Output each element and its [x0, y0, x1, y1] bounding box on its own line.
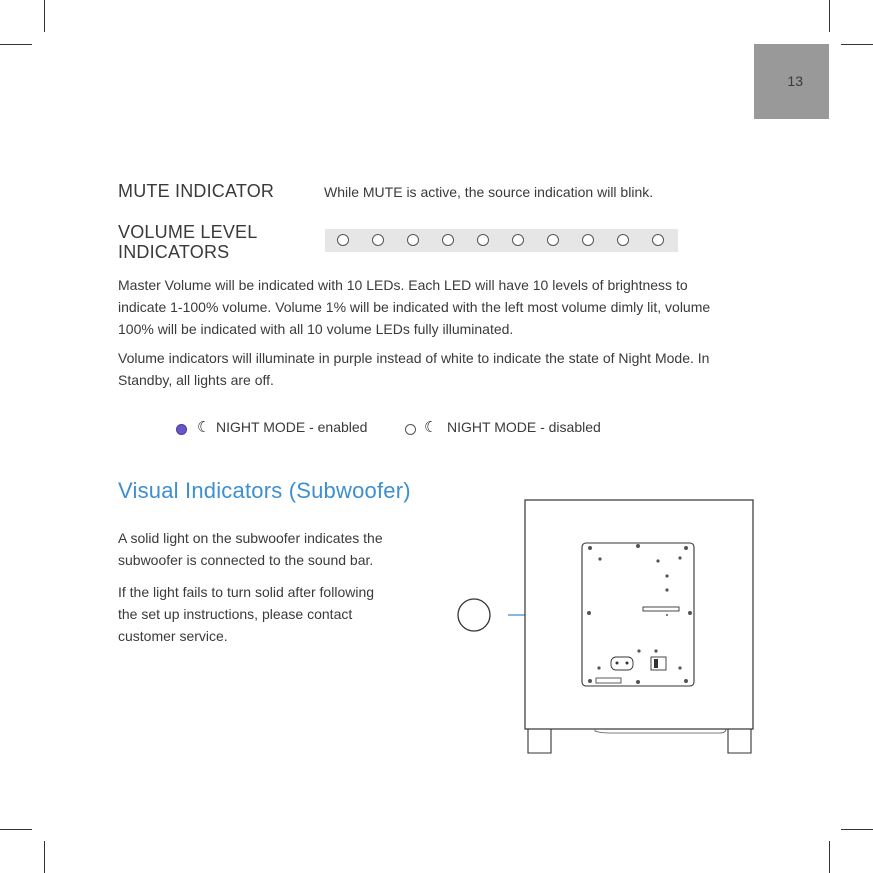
text-line: the set up instructions, please contact	[118, 606, 353, 622]
text-line: 100% will be indicated with all 10 volume LEDs fully illuminated.	[118, 321, 514, 337]
volume-led	[617, 234, 629, 246]
subwoofer-section-title: Visual Indicators (Subwoofer)	[118, 478, 411, 503]
text-line: If the light fails to turn solid after following	[118, 584, 375, 600]
subwoofer-foot	[728, 729, 751, 753]
power-socket	[611, 657, 633, 670]
crop-mark	[841, 44, 873, 45]
subwoofer-paragraph-2	[118, 581, 374, 647]
volume-led	[512, 234, 524, 246]
text-line: A solid light on the subwoofer indicates the	[118, 530, 383, 546]
crop-mark	[0, 829, 32, 830]
volume-led	[652, 234, 664, 246]
volume-level-heading	[118, 222, 257, 262]
crop-mark	[44, 0, 45, 32]
crop-mark	[0, 44, 32, 45]
subwoofer-paragraph-1	[118, 527, 383, 571]
subwoofer-foot	[528, 729, 551, 753]
crop-mark	[44, 841, 45, 873]
crop-mark	[829, 841, 830, 873]
text-line: indicate 1-100% volume. Volume 1% will be indicated with the left most volume dimly lit, volume	[118, 299, 711, 315]
text-line: Standby, all lights are off.	[118, 372, 274, 388]
subwoofer-bottom-rail	[595, 729, 726, 733]
volume-led	[407, 234, 419, 246]
volume-led	[477, 234, 489, 246]
text-line: Master Volume will be indicated with 10 LEDs. Each LED will have 10 levels of brightness to	[118, 277, 688, 293]
power-switch	[651, 657, 666, 670]
moon-icon: ☾	[197, 419, 211, 436]
crop-mark	[841, 829, 873, 830]
volume-paragraph-2	[118, 347, 709, 391]
subwoofer-indicator-light	[458, 599, 490, 631]
night-mode-disabled-dot	[405, 424, 416, 435]
page-number: 13	[787, 73, 803, 89]
crop-mark	[829, 0, 830, 32]
mute-indicator-description: While MUTE is active, the source indication will blink.	[324, 184, 654, 200]
night-mode-disabled-label: NIGHT MODE - disabled	[447, 419, 601, 435]
volume-led	[372, 234, 384, 246]
rear-panel	[582, 543, 694, 686]
volume-level-heading-line1: VOLUME LEVEL	[118, 222, 258, 242]
moon-icon: ☾	[424, 419, 438, 436]
page-number-tab	[754, 44, 829, 119]
mute-indicator-heading: MUTE INDICATOR	[118, 181, 275, 201]
text-line: Volume indicators will illuminate in purple instead of white to indicate the state of Night Mode. In	[118, 350, 710, 366]
volume-level-heading-line2: INDICATORS	[118, 242, 230, 262]
rating-label	[596, 678, 621, 683]
panel-label-slot	[643, 607, 679, 611]
text-line: customer service.	[118, 628, 228, 644]
volume-led	[582, 234, 594, 246]
volume-paragraph-1	[118, 274, 710, 340]
volume-led-strip	[325, 229, 678, 252]
text-line: subwoofer is connected to the sound bar.	[118, 552, 374, 568]
night-mode-enabled-label: NIGHT MODE - enabled	[216, 419, 368, 435]
subwoofer-cabinet	[525, 500, 753, 729]
volume-led	[547, 234, 559, 246]
volume-led	[442, 234, 454, 246]
volume-led	[337, 234, 349, 246]
night-mode-enabled-dot	[176, 424, 187, 435]
panel-screws	[587, 544, 692, 684]
